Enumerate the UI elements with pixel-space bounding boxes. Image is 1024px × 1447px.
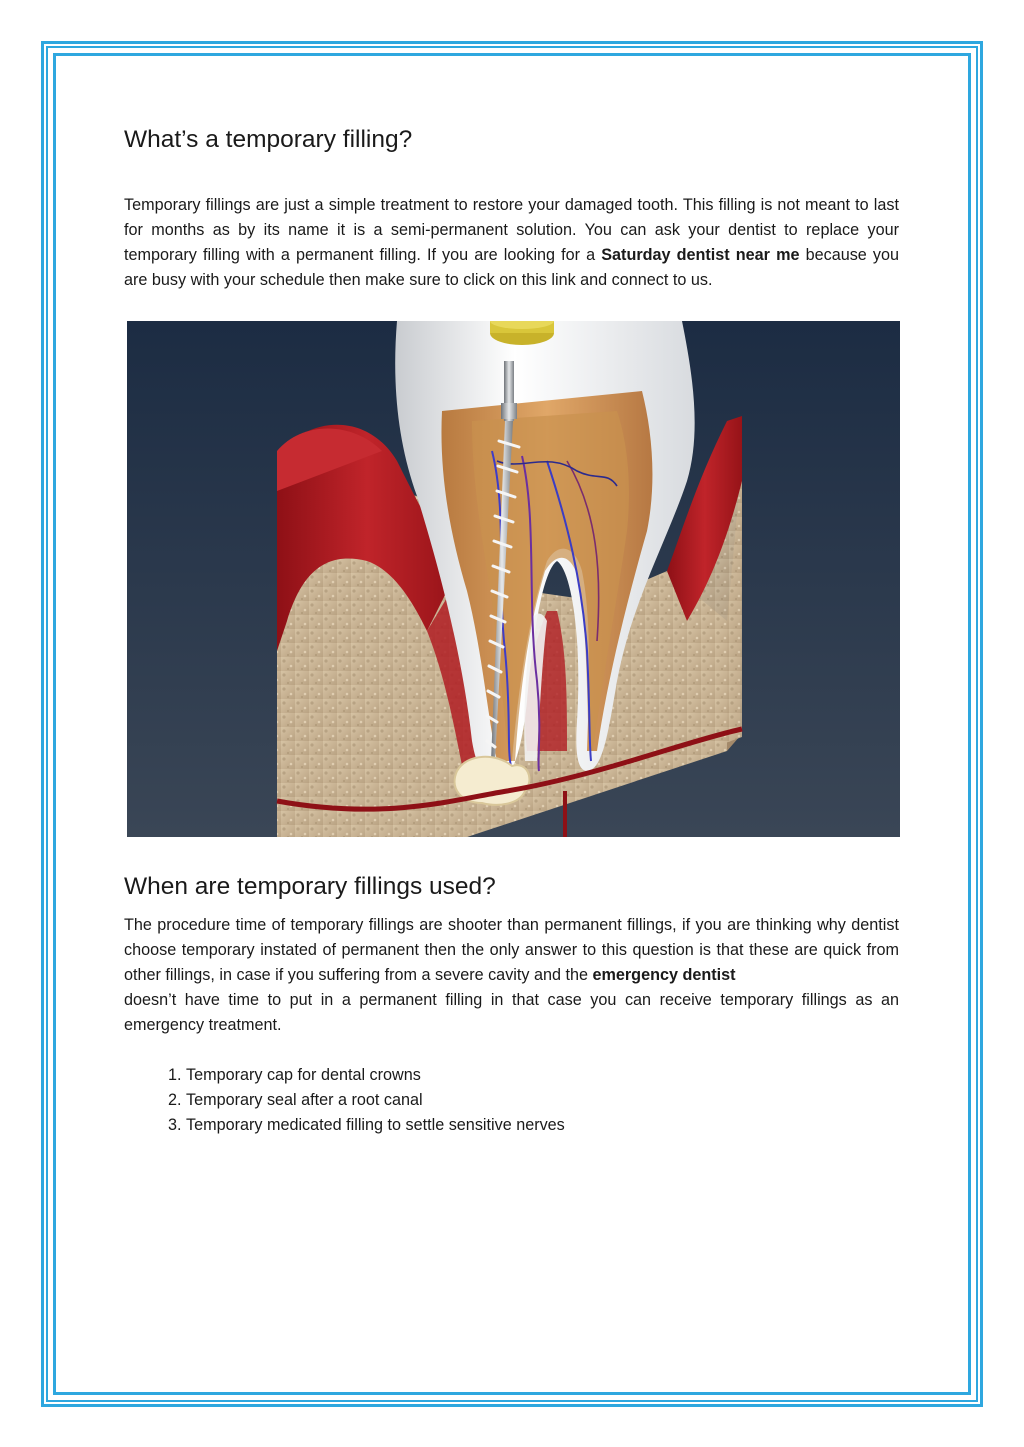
- list-item: 1. Temporary cap for dental crowns: [186, 1063, 899, 1088]
- fillings-use-list: [124, 1063, 899, 1138]
- section-heading-temporary-filling: What’s a temporary filling?: [124, 126, 413, 153]
- emergency-dentist-link[interactable]: emergency dentist: [592, 966, 736, 984]
- saturday-dentist-link[interactable]: Saturday dentist near me: [601, 246, 800, 264]
- list-item: 3. Temporary medicated filling to settle sensitive nerves: [186, 1113, 899, 1138]
- intro-text-end: because you are busy with your schedule then make sure to click on this link and connect to us.: [124, 246, 899, 289]
- intro-paragraph: [124, 193, 899, 293]
- list-item: 2. Temporary seal after a root canal: [186, 1088, 899, 1113]
- intro-text-start: Temporary fillings are just a simple treatment to restore your damaged tooth. This filling is not meant to last for months as by its name it is a semi-permanent solution. You can ask your dentist to replace your temporary filling with a permanent filling. If you are looking for a: [124, 196, 899, 264]
- page-content: [124, 124, 899, 1138]
- usage-text-end: doesn’t have time to put in a permanent filling in that case you can receive temporary fillings as an emergency treatment.: [124, 991, 899, 1034]
- section-heading-fillings-used: When are temporary fillings used?: [124, 873, 496, 900]
- root-canal-illustration: [127, 321, 900, 837]
- usage-paragraph: [124, 913, 899, 1038]
- usage-text-start: The procedure time of temporary fillings are shooter than permanent fillings, if you are thinking why dentist choose temporary instated of permanent then the only answer to this question is that these are quick from other fillings, in case if you suffering from a severe cavity and the: [124, 916, 899, 984]
